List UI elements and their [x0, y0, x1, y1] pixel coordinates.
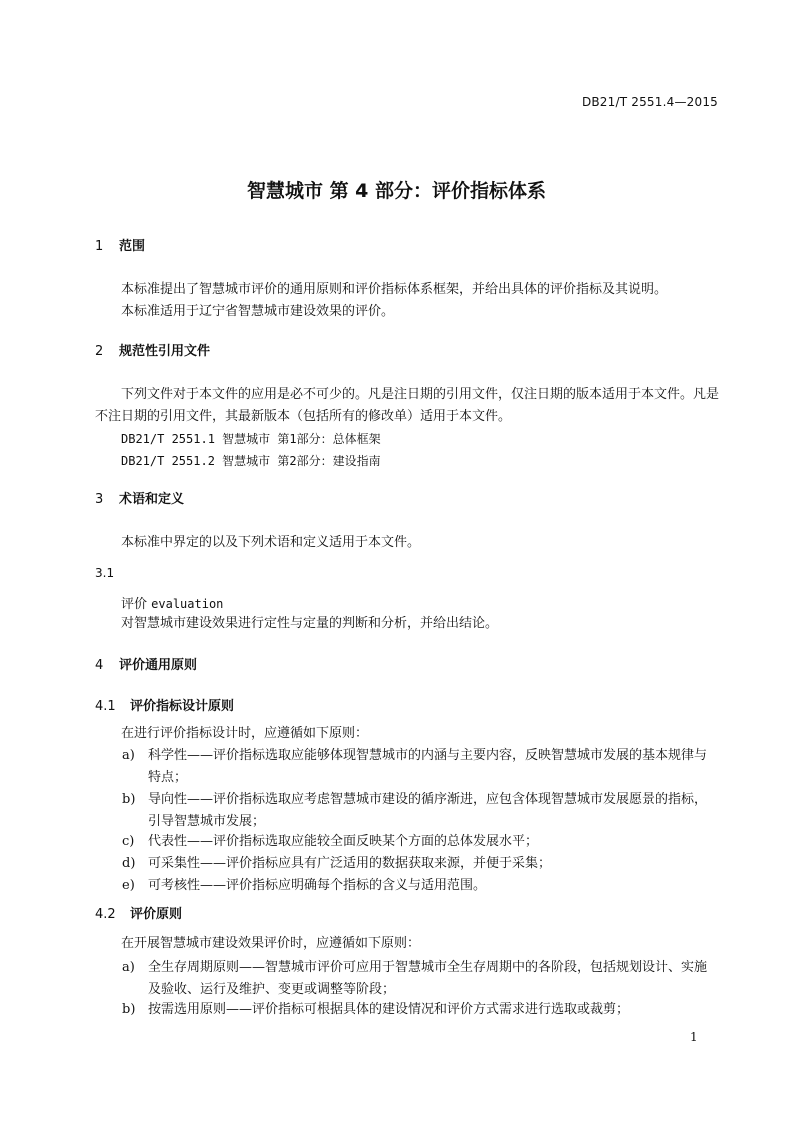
list-item-label: a) — [122, 748, 135, 763]
section-number: 4 — [95, 658, 104, 673]
list-item — [95, 745, 719, 789]
term-3-1-title — [121, 595, 223, 614]
list-item-text: 科学性——评价指标选取应能够体现智慧城市的内涵与主要内容，反映智慧城市发展的基本规律与特点； — [148, 748, 708, 785]
list-item-text: 导向性——评价指标选取应考虑智慧城市建设的循序渐进，应包含体现智慧城市发展愿景的指标，引导智慧城市发展； — [148, 792, 708, 829]
section-number: 3 — [95, 492, 104, 507]
list-item — [95, 875, 719, 897]
subsection-number: 4.2 — [95, 907, 116, 922]
page-number: 1 — [690, 1030, 698, 1044]
reference-2-text: DB21/T 2551.2 智慧城市 第2部分：建设指南 — [121, 454, 381, 468]
section-4-heading — [95, 657, 197, 675]
subsection-4-2-heading — [95, 906, 182, 924]
list-item — [95, 853, 719, 875]
subsection-4-1-heading — [95, 698, 234, 716]
section-3-heading — [95, 491, 184, 509]
section-title: 评价通用原则 — [119, 658, 198, 673]
list-item-text: 按需选用原则——评价指标可根据具体的建设情况和评价方式需求进行选取或裁剪； — [148, 1002, 630, 1017]
section-1-paragraph-2: 本标准适用于辽宁省智慧城市建设效果的评价。 — [121, 304, 395, 319]
section-number: 1 — [95, 239, 104, 254]
term-3-1-number: 3.1 — [95, 566, 115, 580]
subsection-4-1-intro: 在进行评价指标设计时，应遵循如下原则： — [121, 726, 369, 741]
reference-1 — [95, 428, 719, 451]
list-item-text: 可采集性——评价指标应具有广泛适用的数据获取来源，并便于采集； — [148, 856, 552, 871]
section-title: 规范性引用文件 — [119, 344, 211, 359]
list-item-label: e) — [122, 878, 135, 893]
document-title: 智慧城市 第 4 部分：评价指标体系 — [246, 180, 547, 202]
subsection-title: 评价指标设计原则 — [130, 699, 235, 714]
section-1-heading — [95, 238, 145, 256]
term-english: evaluation — [151, 597, 224, 611]
standard-code: DB21/T 2551.4—2015 — [581, 95, 718, 109]
section-title: 术语和定义 — [119, 492, 185, 507]
list-item-label: c) — [122, 834, 135, 849]
section-2-heading — [95, 343, 210, 361]
list-item-text: 可考核性——评价指标应明确每个指标的含义与适用范围。 — [148, 878, 487, 893]
list-item — [95, 999, 719, 1021]
list-item — [95, 789, 719, 833]
list-item-label: d) — [122, 856, 136, 871]
list-item-text: 全生存周期原则——智慧城市评价可应用于智慧城市全生存周期中的各阶段，包括规划设计、实施及验收、运行及维护、变更或调整等阶段； — [148, 960, 708, 997]
list-item-text: 代表性——评价指标选取应能较全面反映某个方面的总体发展水平； — [148, 834, 539, 849]
list-item-label: b) — [122, 792, 136, 807]
subsection-title: 评价原则 — [130, 907, 183, 922]
reference-2 — [95, 450, 719, 473]
section-title: 范围 — [119, 239, 146, 254]
section-1-paragraph-1: 本标准提出了智慧城市评价的通用原则和评价指标体系框架，并给出具体的评价指标及其说明。 — [121, 282, 668, 297]
list-item-label: a) — [122, 960, 135, 975]
subsection-4-2-intro: 在开展智慧城市建设效果评价时，应遵循如下原则： — [121, 936, 421, 951]
section-3-paragraph-1: 本标准中界定的以及下列术语和定义适用于本文件。 — [121, 535, 421, 550]
section-number: 2 — [95, 344, 104, 359]
list-item — [95, 957, 719, 1001]
list-item — [95, 831, 719, 853]
term-3-1-definition: 对智慧城市建设效果进行定性与定量的判断和分析，并给出结论。 — [121, 616, 499, 631]
subsection-number: 4.1 — [95, 699, 116, 714]
reference-1-text: DB21/T 2551.1 智慧城市 第1部分：总体框架 — [121, 432, 381, 446]
term-chinese: 评价 — [121, 597, 148, 612]
section-2-paragraph-1: 下列文件对于本文件的应用是必不可少的。凡是注日期的引用文件，仅注日期的版本适用于本文件。凡是不注日期的引用文件，其最新版本（包括所有的修改单）适用于本文件。 — [95, 387, 720, 424]
list-item-label: b) — [122, 1002, 136, 1017]
